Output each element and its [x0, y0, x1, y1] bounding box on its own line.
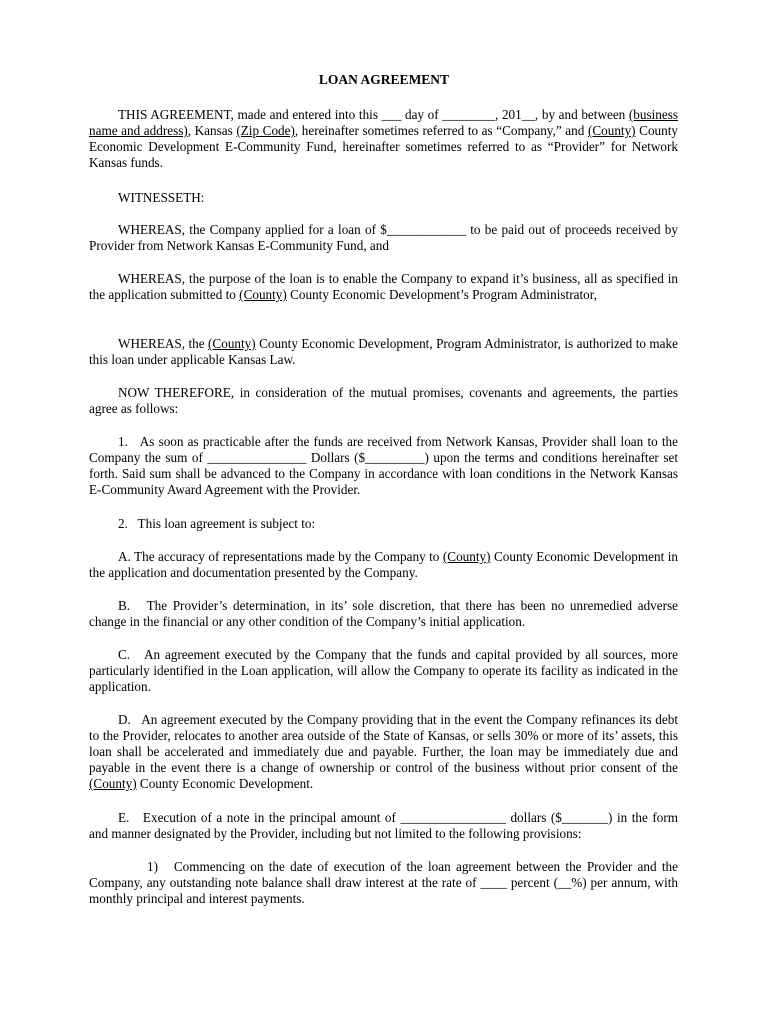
document-title: LOAN AGREEMENT — [318, 72, 450, 87]
county-placeholder: (County) — [442, 549, 491, 564]
opening-paragraph: THIS AGREEMENT, made and entered into this ___ day of ________, 201__, by and between (business name and address), Kansas (Zip Code), hereinafter sometimes referred to as “Company,” and (County) County Economic Development E-Community Fund, hereinafter sometimes referred to as “Provider” for Network Kansas funds. — [89, 107, 678, 170]
whereas-purpose-paragraph: WHEREAS, the purpose of the loan is to enable the Company to expand it’s business, all as specified in the application submitted to (County) County Economic Development’s Program Administrator, — [89, 271, 678, 302]
county-placeholder: (County) — [239, 287, 287, 302]
witnesseth-heading: WITNESSETH: — [118, 190, 205, 205]
clause-2: 2. This loan agreement is subject to: — [118, 516, 316, 531]
clause-1: 1. As soon as practicable after the funds are received from Network Kansas, Provider shall loan to the Company the sum of _______________ Dollars ($_________) upon the terms and conditions hereinafter set forth. Said sum shall be advanced to the Company in accordance with loan conditions in the Network Kansas E-Community Award Agreement with the Provider. — [89, 434, 678, 497]
whereas-authority-paragraph: WHEREAS, the (County) County Economic Development, Program Administrator, is authorized to make this loan under applicable Kansas Law. — [89, 336, 678, 367]
clause-2a: A. The accuracy of representations made by the Company to (County) County Economic Development in the application and documentation presented by the Company. — [89, 549, 678, 580]
county-placeholder: (County) — [208, 336, 256, 351]
now-therefore-paragraph: NOW THEREFORE, in consideration of the mutual promises, covenants and agreements, the parties agree as follows: — [89, 385, 678, 416]
clause-2e: E. Execution of a note in the principal amount of ________________ dollars ($_______) in the form and manner designated by the Provider, including but not limited to the following provisions: — [89, 810, 678, 841]
clause-2b: B. The Provider’s determination, in its’ sole discretion, that there has been no unremedied adverse change in the financial or any other condition of the Company’s initial application. — [89, 598, 678, 629]
clause-2e-1: 1) Commencing on the date of execution of the loan agreement between the Provider and the Company, any outstanding note balance shall draw interest at the rate of ____ percent (__%) per annum, with monthly principal and interest payments. — [89, 859, 678, 906]
county-placeholder: (County) — [587, 123, 636, 138]
clause-2c: C. An agreement executed by the Company that the funds and capital provided by all sources, more particularly identified in the Loan application, will allow the Company to operate its facility as indicated in the application. — [89, 647, 678, 694]
whereas-loan-paragraph: WHEREAS, the Company applied for a loan of $____________ to be paid out of proceeds received by Provider from Network Kansas E-Community Fund, and — [89, 222, 678, 253]
clause-2d: D. An agreement executed by the Company providing that in the event the Company refinances its debt to the Provider, relocates to another area outside of the State of Kansas, or sells 30% or more of its’ assets, this loan shall be accelerated and immediately due and payable. Further, the loan may be immediately due and payable in the event there is a change of ownership or control of the business without prior consent of the (County) County Economic Development. — [89, 712, 678, 791]
zip-code-placeholder: (Zip Code) — [236, 123, 295, 138]
county-placeholder: (County) — [89, 776, 137, 791]
business-name-placeholder: (business name and address) — [89, 107, 678, 138]
